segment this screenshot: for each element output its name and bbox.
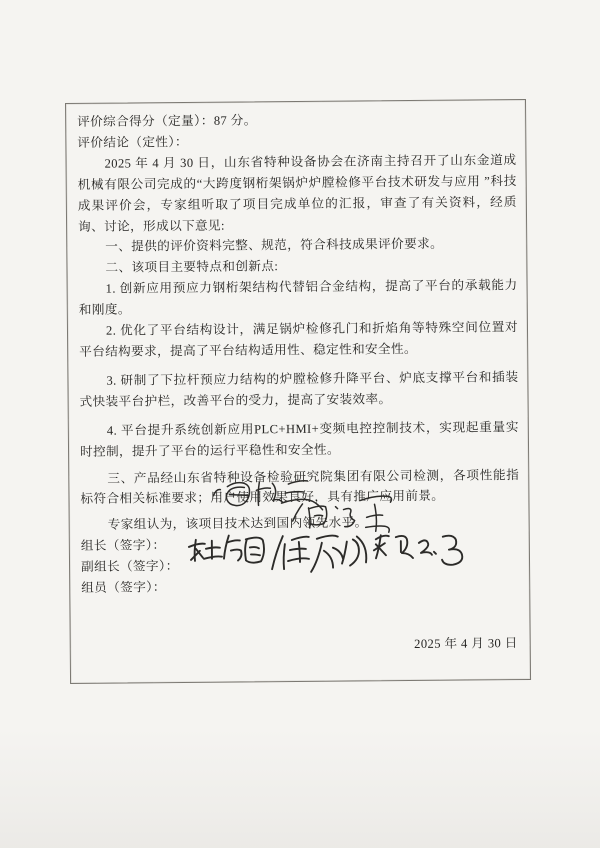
conclusion-label: 评价结论（定性）： bbox=[77, 134, 189, 150]
paragraph-innovation-4: 4. 平台提升系统创新应用PLC+HMI+变频电控控制技术，实现起重量实时控制，提升了平台的运行平稳性和安全性。 bbox=[79, 419, 519, 459]
paragraph-innovation-1: 1. 创新应用预应力钢桁架结构代替铝合金结构，提高了平台的承载能力和刚度。 bbox=[78, 278, 518, 318]
score-line: 评价综合得分（定量）：87 分。 bbox=[77, 113, 257, 129]
paragraph-item-2: 二、该项目主要特点和创新点: bbox=[105, 259, 279, 275]
paragraph-expert-conclusion: 专家组认为，该项目技术达到国内领先水平。 bbox=[107, 515, 368, 532]
paragraph-innovation-2: 2. 优化了平台结构设计，满足锅炉检修孔门和折焰角等特殊空间位置对平台结构要求，提高了平台结构适用性、稳定性和安全性。 bbox=[79, 320, 519, 359]
signature-label-leader: 组长（签字）： bbox=[80, 538, 166, 554]
paragraph-item-1: 一、提供的评价资料完整、规范，符合科技成果评价要求。 bbox=[105, 237, 444, 255]
signature-label-members: 组员（签字）： bbox=[81, 580, 166, 595]
signature-label-deputy-leader: 副组长（签字）： bbox=[80, 559, 179, 575]
evaluation-table-cell bbox=[65, 99, 531, 684]
date-line: 2025 年 4 月 30 日 bbox=[414, 636, 518, 651]
paragraph-innovation-3: 3. 研制了下拉杆预应力结构的炉膛检修升降平台、炉底支撑平台和插装式快装平台护栏，改善平台的受力，提高了安装效率。 bbox=[79, 369, 519, 409]
paragraph-meeting-intro: 2025 年 4 月 30 日，山东省特种设备协会在济南主持召开了山东金道成机械有限公司完成的“大跨度钢桁架锅炉炉膛检修平台技术研发与应用 ”科技成果评价会，专家组听取了项目完成单位的汇报，审查了有关资料，经质询、讨论，形成以下意见: bbox=[77, 152, 517, 234]
paragraph-item-3: 三、产品经山东省特种设备检验研究院集团有限公司检测，各项性能指标符合相关标准要求；用户使用效果良好，具有推广应用前景。 bbox=[80, 467, 520, 507]
